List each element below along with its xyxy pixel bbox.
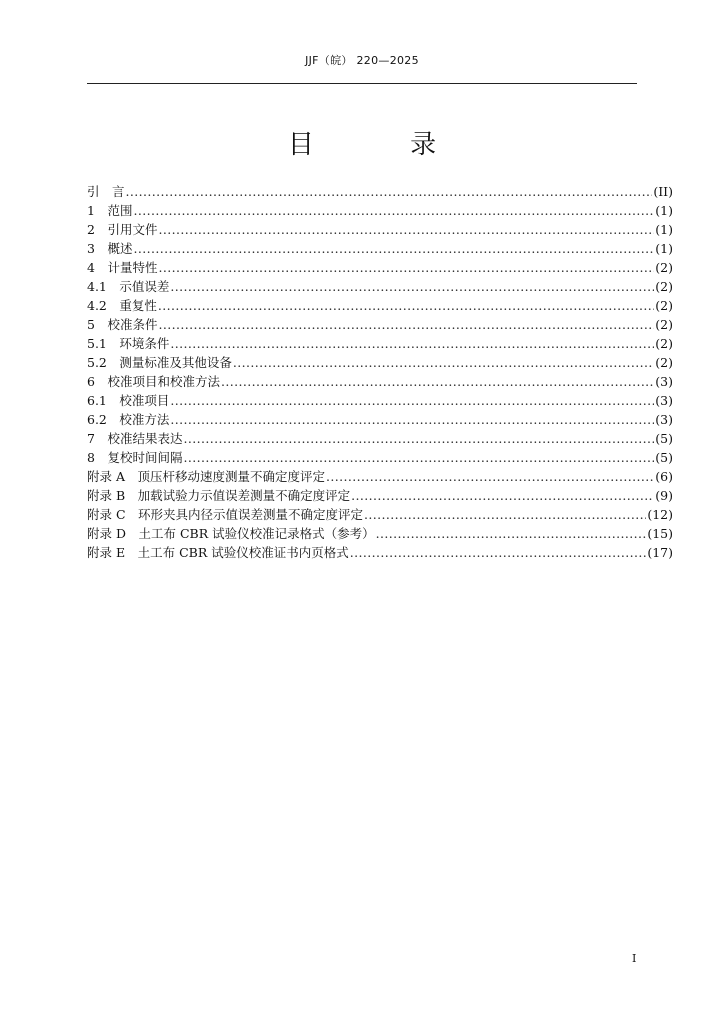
toc-entry-label: 附录 B 加载试验力示值误差测量不确定度评定 — [87, 488, 351, 503]
toc-entry-page: (2) — [655, 298, 673, 313]
toc-leader-dots — [133, 239, 654, 258]
toc-entry-label: 8 复校时间间隔 — [87, 450, 183, 465]
toc-leader-dots — [170, 277, 654, 296]
toc-leader-dots — [326, 467, 654, 486]
toc-entry[interactable] — [87, 201, 673, 220]
toc-entry-label: 1 范围 — [87, 203, 133, 218]
toc-entry-label: 5.2 测量标准及其他设备 — [87, 355, 232, 370]
toc-entry-page: (12) — [647, 507, 673, 522]
toc-entry[interactable] — [87, 543, 673, 562]
toc-leader-dots — [133, 201, 654, 220]
toc-entry-page: (II) — [653, 184, 673, 199]
toc-leader-dots — [158, 220, 654, 239]
toc-entry-label: 6.1 校准项目 — [87, 393, 170, 408]
toc-leader-dots — [170, 334, 654, 353]
toc-entry-page: (2) — [655, 336, 673, 351]
toc-entry-label: 6.2 校准方法 — [87, 412, 170, 427]
toc-entry-page: (1) — [655, 203, 673, 218]
toc-entry[interactable] — [87, 182, 673, 201]
toc-entry[interactable] — [87, 239, 673, 258]
toc-entry-page: (2) — [655, 355, 673, 370]
toc-leader-dots — [158, 296, 654, 315]
table-of-contents — [87, 182, 673, 562]
toc-entry-page: (1) — [655, 241, 673, 256]
toc-entry[interactable] — [87, 429, 673, 448]
toc-leader-dots — [376, 524, 647, 543]
toc-leader-dots — [350, 543, 647, 562]
toc-leader-dots — [126, 182, 653, 201]
toc-entry-page: (17) — [647, 545, 673, 560]
toc-entry-page: (9) — [655, 488, 673, 503]
page-title: 目 录 — [287, 130, 481, 160]
toc-entry-page: (3) — [655, 374, 673, 389]
toc-entry[interactable] — [87, 410, 673, 429]
toc-entry-label: 附录 C 环形夹具内径示值误差测量不确定度评定 — [87, 507, 364, 522]
toc-entry[interactable] — [87, 315, 673, 334]
toc-leader-dots — [170, 410, 654, 429]
toc-entry-label: 7 校准结果表达 — [87, 431, 183, 446]
toc-leader-dots — [183, 448, 654, 467]
toc-entry[interactable] — [87, 524, 673, 543]
toc-leader-dots — [170, 391, 654, 410]
toc-leader-dots — [158, 315, 654, 334]
toc-entry-page: (3) — [655, 393, 673, 408]
toc-entry[interactable] — [87, 448, 673, 467]
toc-entry-label: 5.1 环境条件 — [87, 336, 170, 351]
toc-leader-dots — [221, 372, 654, 391]
toc-entry[interactable] — [87, 220, 673, 239]
toc-entry-label: 附录 E 土工布 CBR 试验仪校准证书内页格式 — [87, 545, 349, 560]
toc-leader-dots — [351, 486, 654, 505]
toc-leader-dots — [233, 353, 654, 372]
toc-entry-page: (2) — [655, 260, 673, 275]
toc-entry[interactable] — [87, 258, 673, 277]
document-header-code: JJF（皖） 220—2025 — [305, 54, 419, 67]
toc-entry-page: (5) — [655, 450, 673, 465]
toc-entry-label: 4 计量特性 — [87, 260, 158, 275]
toc-entry-page: (15) — [647, 526, 673, 541]
toc-entry-page: (6) — [655, 469, 673, 484]
toc-entry-page: (2) — [655, 279, 673, 294]
toc-entry-label: 4.1 示值误差 — [87, 279, 170, 294]
toc-entry-page: (1) — [655, 222, 673, 237]
toc-entry-label: 附录 A 顶压杆移动速度测量不确定度评定 — [87, 469, 326, 484]
toc-entry[interactable] — [87, 505, 673, 524]
toc-entry-label: 5 校准条件 — [87, 317, 158, 332]
toc-entry[interactable] — [87, 353, 673, 372]
toc-entry-label: 2 引用文件 — [87, 222, 158, 237]
toc-entry-label: 引 言 — [87, 184, 125, 199]
toc-leader-dots — [364, 505, 646, 524]
toc-entry[interactable] — [87, 277, 673, 296]
toc-entry-page: (3) — [655, 412, 673, 427]
page-number: I — [632, 952, 637, 965]
toc-entry-page: (2) — [655, 317, 673, 332]
toc-entry-label: 6 校准项目和校准方法 — [87, 374, 220, 389]
header-rule — [87, 83, 637, 84]
toc-entry[interactable] — [87, 372, 673, 391]
toc-entry[interactable] — [87, 296, 673, 315]
toc-entry-page: (5) — [655, 431, 673, 446]
toc-entry[interactable] — [87, 467, 673, 486]
toc-leader-dots — [158, 258, 654, 277]
toc-leader-dots — [183, 429, 654, 448]
toc-entry[interactable] — [87, 334, 673, 353]
toc-entry-label: 4.2 重复性 — [87, 298, 157, 313]
toc-entry-label: 附录 D 土工布 CBR 试验仪校准记录格式（参考） — [87, 526, 375, 541]
toc-entry[interactable] — [87, 391, 673, 410]
toc-entry-label: 3 概述 — [87, 241, 133, 256]
toc-entry[interactable] — [87, 486, 673, 505]
